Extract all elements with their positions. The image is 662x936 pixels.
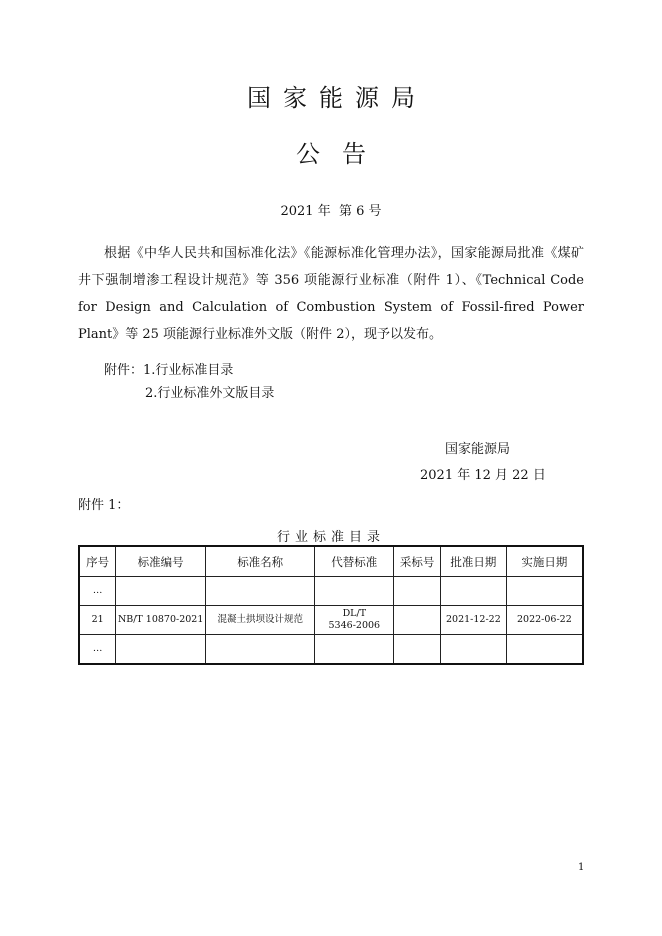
table-header-row (79, 546, 583, 577)
signature-organization: 国家能源局 (445, 442, 511, 457)
attachment-line-1: 附件：1.行业标准目录 (104, 363, 234, 378)
table-cell: 混凝土拱坝设计规范 (206, 606, 315, 635)
appendix-label: 附件 1： (78, 498, 130, 513)
column-header: 代替标准 (315, 546, 394, 577)
table-cell (394, 635, 441, 665)
table-cell: DL/T 5346-2006 (315, 606, 394, 635)
column-header: 标准编号 (116, 546, 206, 577)
table-cell (394, 606, 441, 635)
column-header: 序号 (79, 546, 116, 577)
table-cell (116, 577, 206, 606)
table-cell (441, 577, 507, 606)
table-cell: 21 (79, 606, 116, 635)
document-number: 2021 年 第 6 号 (280, 204, 382, 219)
table-row (79, 606, 583, 635)
table-cell: NB/T 10870-2021 (116, 606, 206, 635)
column-header: 批准日期 (441, 546, 507, 577)
table-cell (506, 577, 583, 606)
issuing-organization-title: 国家能源局 (247, 84, 427, 112)
table-cell (441, 635, 507, 665)
table-cell (394, 577, 441, 606)
attachment-line-2: 2.行业标准外文版目录 (145, 386, 275, 401)
standards-table (78, 545, 584, 665)
column-header: 实施日期 (506, 546, 583, 577)
table-row (79, 577, 583, 606)
table-cell: 2021-12-22 (441, 606, 507, 635)
table-cell: 2022-06-22 (506, 606, 583, 635)
table-caption: 行业标准目录 (276, 530, 385, 545)
table-cell (206, 635, 315, 665)
document-type-title: 公告 (296, 140, 388, 168)
table-cell (506, 635, 583, 665)
table-cell (315, 635, 394, 665)
announcement-body: 根据《中华人民共和国标准化法》《能源标准化管理办法》，国家能源局批准《煤矿井下强制增渗工程设计规范》等 356 项能源行业标准（附件 1）、《Technical Code for Design and Calculation of Combustion System of Fossil-fired Power Plant》等 25 项能源行业标准外文版（附件 2），现予以发布。 (78, 246, 584, 342)
table-cell (315, 577, 394, 606)
table-cell: … (79, 577, 116, 606)
signature-date: 2021 年 12 月 22 日 (420, 468, 546, 483)
column-header: 采标号 (394, 546, 441, 577)
table-row (79, 635, 583, 665)
table-cell (206, 577, 315, 606)
page-number: 1 (578, 862, 585, 873)
table-cell: … (79, 635, 116, 665)
table-cell (116, 635, 206, 665)
column-header: 标准名称 (206, 546, 315, 577)
